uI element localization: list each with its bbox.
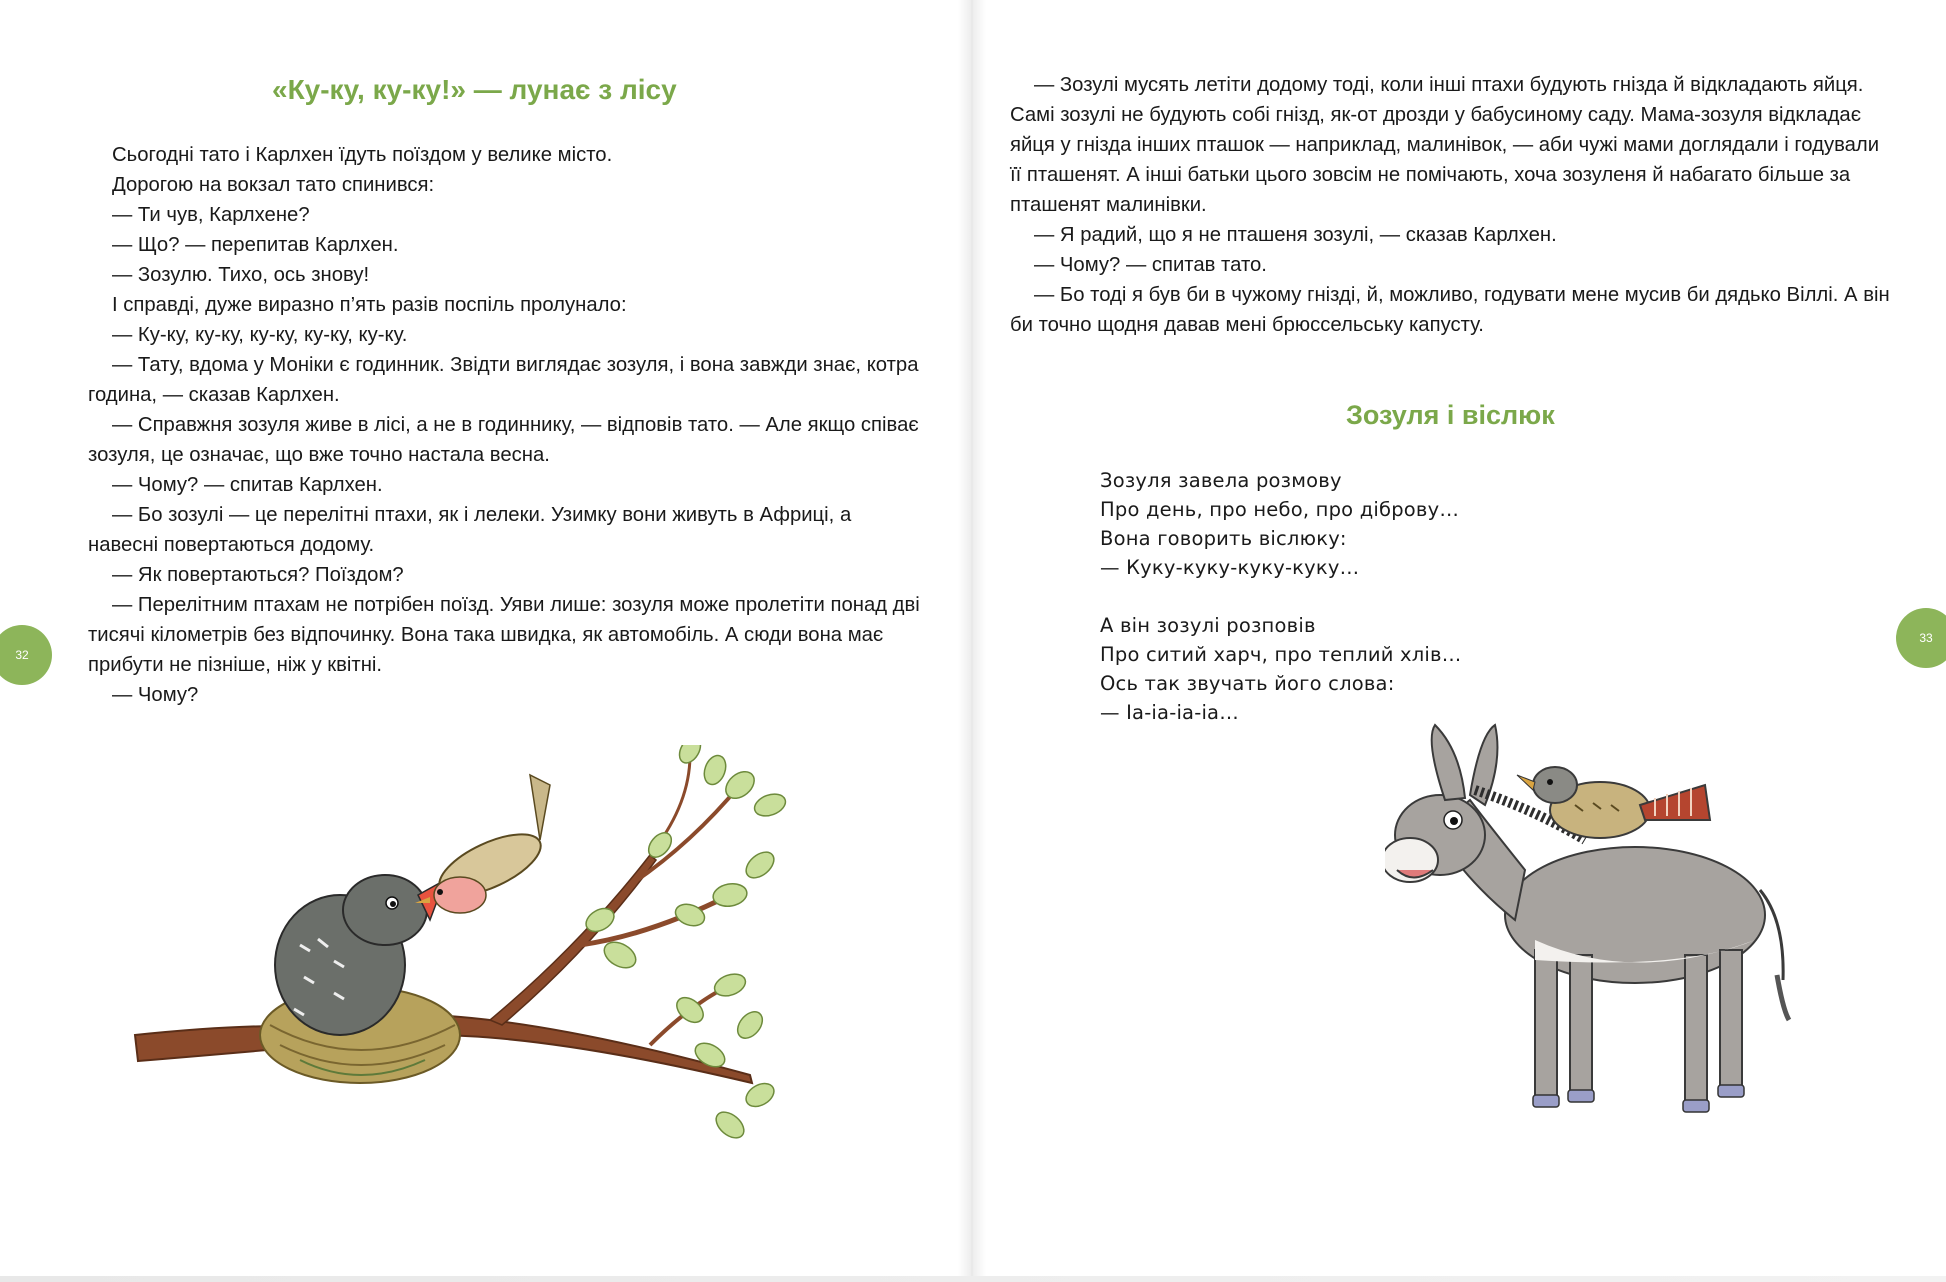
story-continuation-text [1010,70,1895,340]
paragraph: — Чому? — спитав Карлхен. [112,474,383,496]
poem-line: Про ситий харч, про теплий хлів… [1100,643,1462,666]
paragraph: Сьогодні тато і Карлхен їдуть поїздом у велике місто. [112,144,613,166]
poem-title: Зозуля і віслюк [1346,400,1555,430]
page-number-left-label: 32 [15,648,29,662]
story-text [88,140,923,710]
paragraph: — Перелітним птахам не потрібен поїзд. Уяви лише: зозуля може пролетіти понад дві тисячі кілометрів без відпочинку. Вона така швидка, як автомобіль. А сюди вона має прибути не пізніше, ніж у квітні. [88,594,920,676]
donkey-cuckoo-illustration [1385,720,1825,1150]
left-page [0,0,965,1282]
paragraph: — Чому? [112,684,199,706]
right-page [980,0,1946,1282]
paragraph: — Чому? — спитав тато. [1034,254,1267,276]
page-number-left [0,625,52,685]
poem-line: Зозуля завела розмову [1100,469,1342,492]
poem-line: Ось так звучать його слова: [1100,672,1395,695]
poem-line: — Іа-іа-іа-іа… [1100,701,1239,724]
poem-stanza [1100,611,1461,727]
paragraph: — Як повертаються? Поїздом? [112,564,404,586]
paragraph: — Що? — перепитав Карлхен. [112,234,399,256]
paragraph: І справді, дуже виразно п’ять разів поспіль пролунало: [112,294,627,316]
paragraph: — Я радий, що я не пташеня зозулі, — сказав Карлхен. [1034,224,1557,246]
paragraph: — Ти чув, Карлхене? [112,204,310,226]
paragraph: Дорогою на вокзал тато спинився: [112,174,435,196]
paragraph: — Бо тоді я був би в чужому гнізді, й, можливо, годувати мене мусив би дядько Віллі. А він би точно щодня давав мені брюссельську капусту. [1010,284,1890,336]
paragraph: — Справжня зозуля живе в лісі, а не в годиннику, — відповів тато. — Але якщо співає зозуля, це означає, що вже точно настала весна. [88,414,919,466]
poem-stanza [1100,466,1461,582]
paragraph: — Зозулі мусять летіти додому тоді, коли інші птахи будують гнізда й відкладають яйця. Самі зозулі не будують собі гнізд, як-от дрозди у бабусиному саду. Мама-зозуля відкладає яйця у гнізда інших пташок — наприклад, малинівок, — аби чужі мами доглядали і годували її пташенят. А інші батьки цього зовсім не помічають, хоча зозуленя й набагато більше за пташенят малинівки. [1010,74,1880,216]
page-bottom-edge [0,1276,1946,1282]
page-number-right [1896,608,1946,668]
cuckoo-nest-illustration [130,745,870,1165]
story-title: «Ку-ку, ку-ку!» — лунає з лісу [272,74,677,105]
poem-line: — Куку-куку-куку-куку… [1100,556,1360,579]
poem-line: Вона говорить віслюку: [1100,527,1347,550]
paragraph: — Бо зозулі — це перелітні птахи, як і лелеки. Узимку вони живуть в Африці, а навесні повертаються додому. [88,504,852,556]
paragraph: — Ку-ку, ку-ку, ку-ку, ку-ку, ку-ку. [112,324,408,346]
poem-line: Про день, про небо, про діброву… [1100,498,1460,521]
paragraph: — Тату, вдома у Моніки є годинник. Звідти виглядає зозуля, і вона завжди знає, котра година, — сказав Карлхен. [88,354,919,406]
poem [1100,466,1461,756]
poem-line: А він зозулі розповів [1100,614,1316,637]
page-number-right-label: 33 [1919,631,1933,645]
paragraph: — Зозулю. Тихо, ось знову! [112,264,370,286]
